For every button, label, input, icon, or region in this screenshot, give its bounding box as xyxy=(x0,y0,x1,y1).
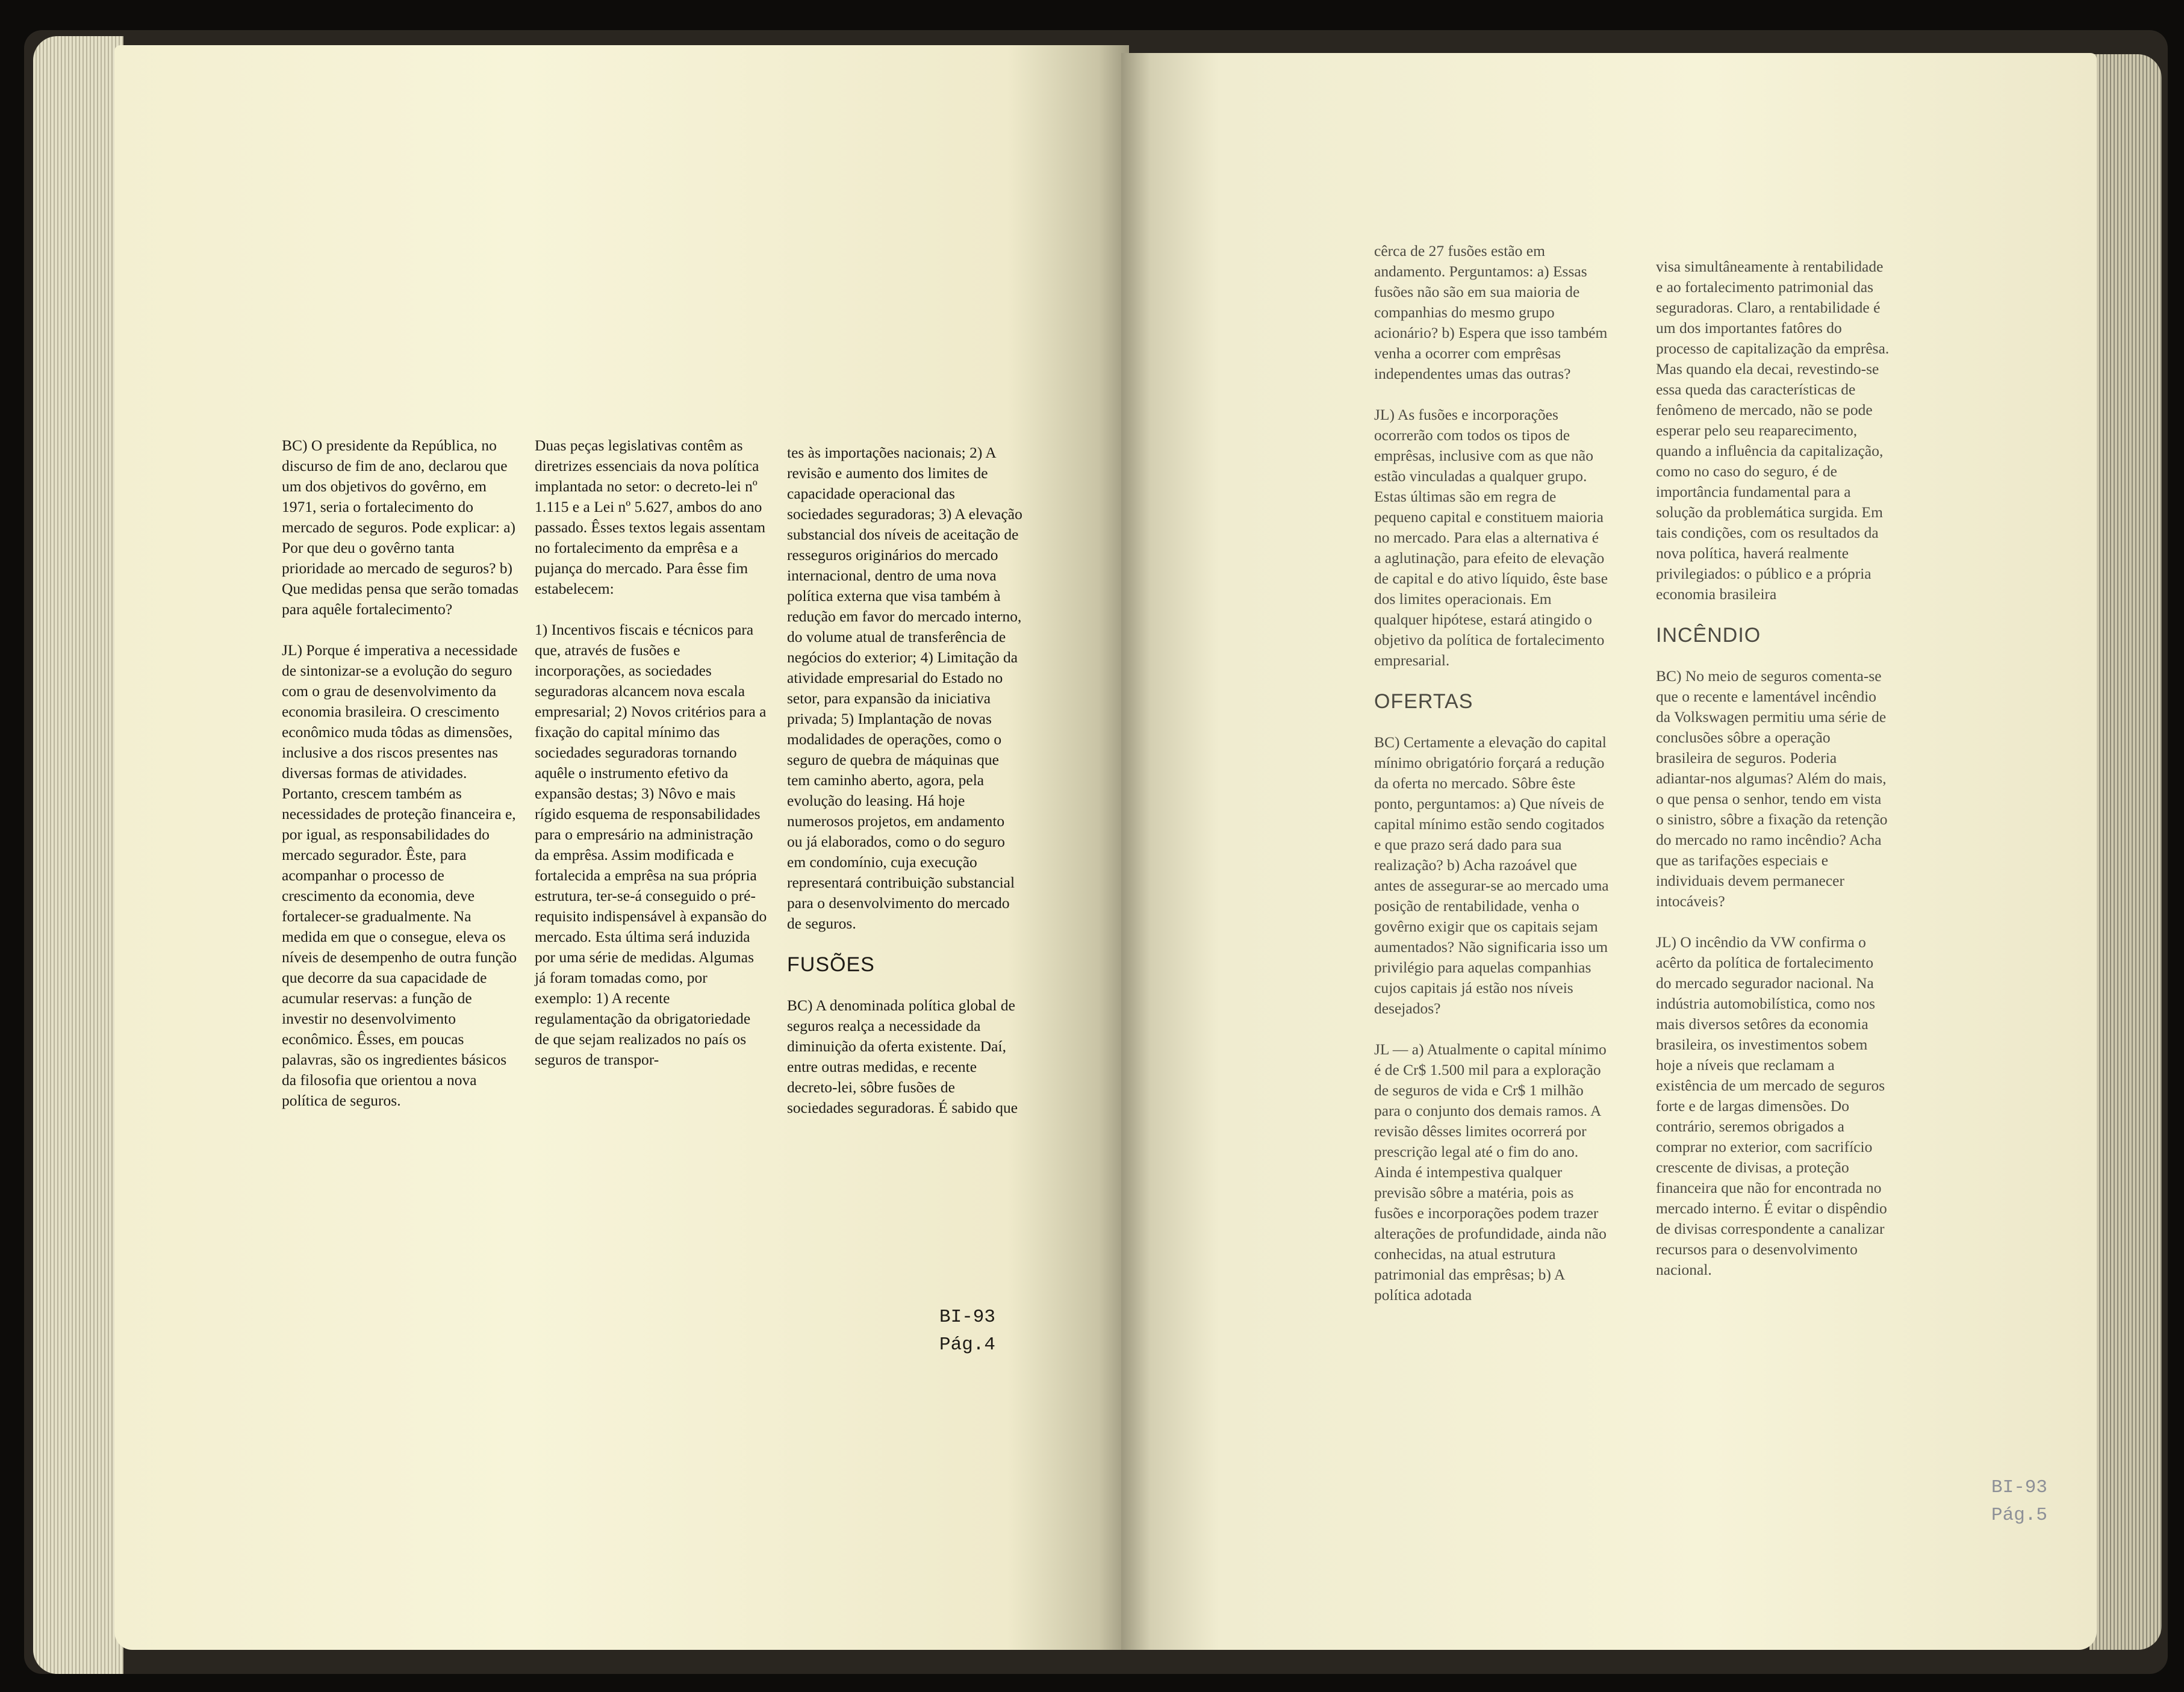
section-heading: FUSÕES xyxy=(787,953,875,976)
paragraph: cêrca de 27 fusões estão em andamento. Perguntamos: a) Essas fusões não são em sua maioria de companhias do mesmo grupo acionário? b) Espera que isso também venha a ocorrer com emprêsas independentes umas das outras? xyxy=(1374,242,1608,382)
paragraph: BC) A denominada política global de seguros realça a necessidade da diminuição da oferta existente. Daí, entre outras medidas, e recente decreto-lei, sôbre fusões de sociedades seguradoras. É sabido que xyxy=(787,997,1018,1116)
left-page xyxy=(114,45,1129,1650)
right-page xyxy=(1121,53,2097,1650)
paragraph: JL) As fusões e incorporações ocorrerão com todos os tipos de emprêsas, inclusive com as que não estão vinculadas a qualquer grupo. Estas últimas são em regra de pequeno capital e constituem maioria no mercado. Para elas a alternativa é a aglutinação, para efeito de elevação de capital e do ativo líquido, êste base dos limites operacionais. Em qualquer hipótese, estará atingido o objetivo da política de fortalecimento empresarial. xyxy=(1374,406,1608,669)
paragraph: BC) O presidente da República, no discurso de fim de ano, declarou que um dos objetivos do govêrno, em 1971, seria o fortalecimento do mercado de seguros. Pode explicar: a) Por que deu o govêrno tanta prioridade ao mercado de seguros? b) Que medidas pensa que serão tomadas para aquêle fortalecimento? xyxy=(282,437,518,618)
left-column-3 xyxy=(787,443,1023,1118)
paragraph: tes às importações nacionais; 2) A revisão e aumento dos limites de capacidade operacional das sociedades seguradoras; 3) A elevação substancial dos níveis de aceitação de resseguros originários do mercado internacional, dentro de uma nova política externa que visa também à redução em favor do mercado interno, do volume atual de transferência de negócios do exterior; 4) Limitação da atividade empresarial do Estado no setor, para expansão da iniciativa privada; 5) Implantação de novas modalidades de operações, como o seguro de quebra de máquinas que tem caminho aberto, agora, pela evolução do leasing. Há hoje numerosos projetos, em andamento ou já elaborados, como o do seguro em condomínio, cuja execução representará contribuição substancial para o desenvolvimento do mercado de seguros. xyxy=(787,444,1022,932)
right-column-2 xyxy=(1656,257,1891,1280)
paragraph: JL — a) Atualmente o capital mínimo é de Cr$ 1.500 mil para a exploração de seguros de vida e Cr$ 1 milhão para o conjunto dos demais ramos. A revisão dêsses limites ocorrerá por prescrição legal até o fim do ano. Ainda é intempestiva qualquer previsão sôbre a matéria, pois as fusões e incorporações podem trazer alterações de profundidade, ainda não conhecidas, na atual estrutura patrimonial das emprêsas; b) A política adotada xyxy=(1374,1040,1607,1304)
page-footer-right: BI-93 Pág.5 xyxy=(1991,1477,2048,1526)
right-column-1 xyxy=(1374,241,1609,1305)
left-page-edges xyxy=(33,36,123,1674)
paragraph: BC) Certamente a elevação do capital mínimo obrigatório forçará a redução da oferta no mercado. Sôbre êste ponto, perguntamos: a) Que níveis de capital mínimo estão sendo cogitados e que prazo será dado para sua realização? b) Acha razoável que antes de assegurar-se ao mercado uma posição de rentabilidade, venha o govêrno exigir que os capitais sejam aumentados? Não significaria isso um privilégio para aquelas companhias cujos capitais já estão nos níveis desejados? xyxy=(1374,733,1609,1017)
paragraph: 1) Incentivos fiscais e técnicos para que, através de fusões e incorporações, as sociedades seguradoras alcancem nova escala empresarial; 2) Novos critérios para a fixação do capital mínimo das sociedades seguradoras tornando aquêle o instrumento efetivo da expansão destas; 3) Nôvo e mais rígido esquema de responsabilidades para o empresário na administração da emprêsa. Assim modificada e fortalecida a emprêsa na sua própria estrutura, ter-se-á conseguido o pré-requisito indispensável à expansão do mercado. Esta última será induzida por uma série de medidas. Algumas já foram tomadas como, por exemplo: 1) A recente regulamentação da obrigatoriedade de que sejam realizados no país os seguros de transpor- xyxy=(535,621,767,1068)
paragraph: JL) Porque é imperativa a necessidade de sintonizar-se a evolução do seguro com o grau de desenvolvimento da economia brasileira. O crescimento econômico muda tôdas as dimensões, inclusive a dos riscos presentes nas diversas formas de atividades. Portanto, crescem também as necessidades de proteção financeira e, por igual, as responsabilidades do mercado segurador. Êste, para acompanhar o processo de crescimento da economia, deve fortalecer-se gradualmente. Na medida em que o consegue, eleva os níveis de desempenho de outra função que decorre da sua capacidade de acumular reservas: a função de investir no desenvolvimento econômico. Êsses, em poucas palavras, são os ingredientes básicos da filosofia que orientou a nova política de seguros. xyxy=(282,641,518,1109)
paragraph: BC) No meio de seguros comenta-se que o recente e lamentável incêndio da Volkswagen permitiu uma série de conclusões sôbre a operação brasileira de seguros. Poderia adiantar-nos algumas? Além do mais, o que pensa o senhor, tendo em vista o sinistro, sôbre a fixação da retenção do mercado no ramo incêndio? Acha que as tarifações especiais e individuais devem permanecer intocáveis? xyxy=(1656,667,1888,910)
left-column-1 xyxy=(282,435,520,1111)
paragraph: visa simultâneamente à rentabilidade e ao fortalecimento patrimonial das seguradoras. Claro, a rentabilidade é um dos importantes fatôres do processo de capitalização da emprêsa. Mas quando ela decai, revestindo-se essa queda das características de fenômeno de mercado, não se pode esperar pelo seu reaparecimento, quando a influência da capitalização, como no caso do seguro, é de importância fundamental para a solução da problemática surgida. Em tais condições, com os resultados da nova política, haverá realmente privilegiados: o público e a própria economia brasileira xyxy=(1656,258,1890,603)
paragraph: Duas peças legislativas contêm as diretrizes essenciais da nova política implantada no setor: o decreto-lei nº 1.115 e a Lei nº 5.627, ambos do ano passado. Êsses textos legais assentam no fortalecimento da emprêsa e a pujança do mercado. Para êsse fim estabelecem: xyxy=(535,437,766,597)
section-heading: OFERTAS xyxy=(1374,690,1473,713)
right-page-edges xyxy=(2089,54,2162,1650)
page-footer-left: BI-93 Pág.4 xyxy=(939,1307,996,1355)
left-column-2 xyxy=(535,435,768,1070)
paragraph: JL) O incêndio da VW confirma o acêrto da política de fortalecimento do mercado segurador nacional. Na indústria automobilística, como nos mais diversos setôres da economia brasileira, os investimentos sobem hoje a níveis que reclamam a existência de um mercado de seguros forte e de largas dimensões. Do contrário, seremos obrigados a comprar no exterior, com sacrifício crescente de divisas, a proteção financeira que não for encontrada no mercado interno. É evitar o dispêndio de divisas correspondente a canalizar recursos para o desenvolvimento nacional. xyxy=(1656,933,1887,1278)
section-heading: INCÊNDIO xyxy=(1656,624,1761,647)
